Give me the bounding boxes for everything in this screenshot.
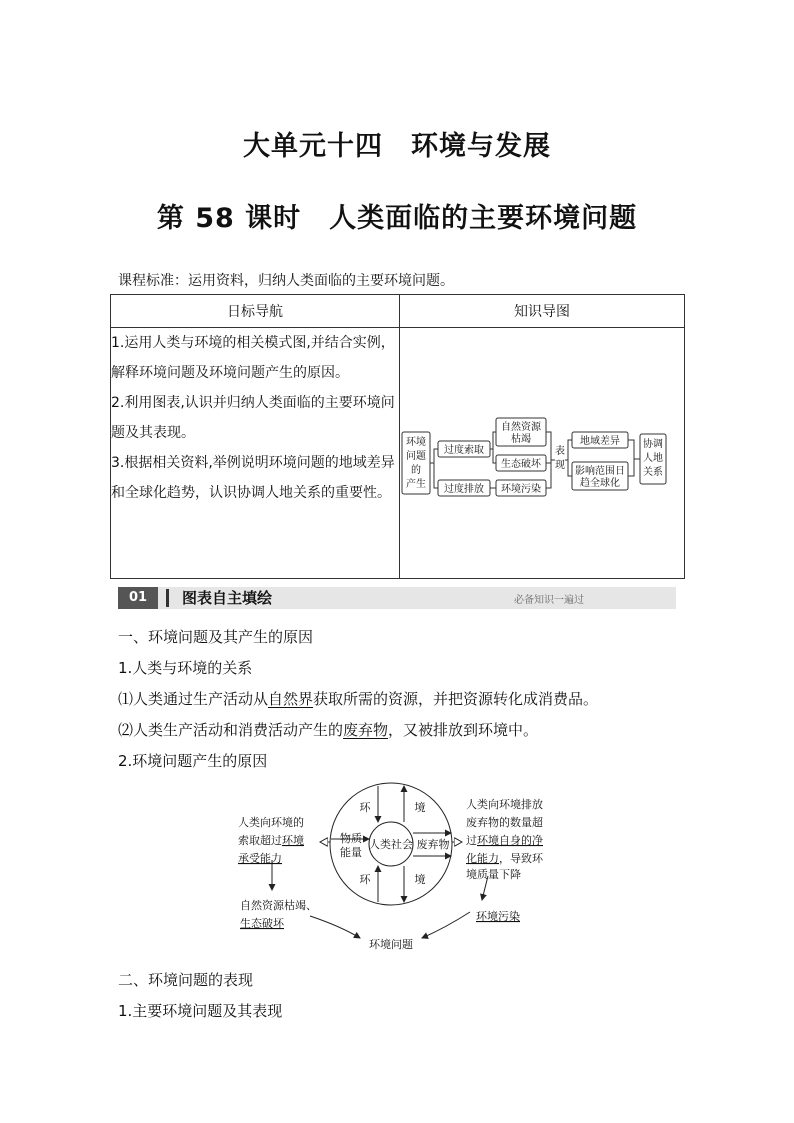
cause-overextraction: 过度索取 [444, 445, 484, 456]
env-label: 环 [359, 873, 371, 886]
right-desc: 境质量下降 [466, 868, 521, 881]
subheading-relation: 1.人类与环境的关系 [118, 659, 253, 677]
left-desc: 索取超过环境 [238, 834, 304, 847]
harmony-label: 关系 [643, 467, 663, 478]
manifest-label: 表 [555, 446, 565, 457]
goal-item: 1.运用人类与环境的相关模式图,并结合实例，解释环境问题及环境问题产生的原因。 [111, 335, 395, 381]
goals-list [111, 328, 400, 579]
section-title: 图表自主填绘 [182, 589, 273, 607]
feature-global: 影响范围日 [575, 466, 625, 477]
root-line: 的 [411, 465, 421, 476]
feature-regional: 地域差异 [580, 436, 620, 447]
bottom-right-desc: 环境污染 [476, 910, 520, 923]
subheading-main-problems: 1.主要环境问题及其表现 [118, 1002, 283, 1020]
feature-global: 趋全球化 [580, 478, 620, 489]
knowledge-mindmap [400, 328, 684, 578]
right-desc: 化能力，导致环 [466, 852, 543, 865]
env-label: 环 [359, 801, 371, 814]
blank-answer: 废弃物 [343, 721, 389, 739]
lesson-title: 第 58 课时 人类面临的主要环境问题 [156, 203, 638, 234]
root-line: 问题 [406, 451, 426, 462]
mindmap-header: 知识导图 [400, 295, 685, 328]
manifest-label: 现 [555, 460, 565, 471]
heading-manifestations: 二、环境问题的表现 [118, 971, 254, 989]
paragraph-1: ⑴人类通过生产活动从自然界获取所需的资源，并把资源转化成消费品。 [118, 690, 599, 708]
waste-label: 废弃物 [416, 838, 450, 851]
effect-eco-damage: 生态破坏 [501, 459, 541, 470]
subheading-reasons: 2.环境问题产生的原因 [118, 752, 268, 770]
bottom-left-desc: 自然资源枯竭、 [240, 899, 317, 912]
goals-table [110, 294, 685, 579]
right-desc: 人类向环境排放 [466, 798, 543, 811]
paragraph-2: ⑵人类生产活动和消费活动产生的废弃物，又被排放到环境中。 [118, 721, 539, 739]
banner-divider [166, 589, 169, 607]
energy-label: 能量 [340, 846, 362, 859]
goal-item: 3.根据相关资料,举例说明环境问题的地域差异和全球化趋势，认识协调人地关系的重要性。 [111, 455, 395, 501]
left-desc: 承受能力 [238, 852, 282, 865]
harmony-label: 人地 [643, 453, 663, 464]
effect-resource-depletion: 枯竭 [511, 434, 531, 445]
unit-title: 大单元十四 环境与发展 [243, 131, 551, 162]
causes-diagram [230, 776, 570, 958]
env-label: 境 [414, 873, 426, 886]
right-desc: 过环境自身的净 [466, 834, 543, 847]
goals-header: 日标导航 [111, 295, 400, 328]
root-line: 产生 [406, 479, 426, 490]
right-desc: 废弃物的数量超 [466, 816, 543, 829]
effect-pollution: 环境污染 [501, 484, 541, 495]
matter-label: 物质 [340, 832, 362, 845]
curriculum-standard: 课程标准：运用资料，归纳人类面临的主要环境问题。 [118, 273, 454, 289]
mindmap-cell [400, 328, 685, 579]
section-number: 01 [118, 587, 158, 609]
env-label: 境 [414, 801, 426, 814]
bottom-left-desc: 生态破坏 [240, 917, 284, 930]
cause-overemission: 过度排放 [444, 484, 484, 495]
effect-resource-depletion: 自然资源 [501, 422, 541, 433]
harmony-label: 协调 [643, 439, 663, 450]
root-line: 环境 [406, 437, 426, 448]
heading-causes: 一、环境问题及其产生的原因 [118, 628, 314, 646]
section-note: 必备知识一遍过 [514, 595, 584, 606]
left-desc: 人类向环境的 [238, 816, 304, 829]
problem-label: 环境问题 [369, 938, 413, 951]
goal-item: 2.利用图表,认识并归纳人类面临的主要环境问题及其表现。 [111, 395, 395, 441]
society-label: 人类社会 [369, 838, 413, 851]
blank-answer: 自然界 [268, 690, 314, 708]
